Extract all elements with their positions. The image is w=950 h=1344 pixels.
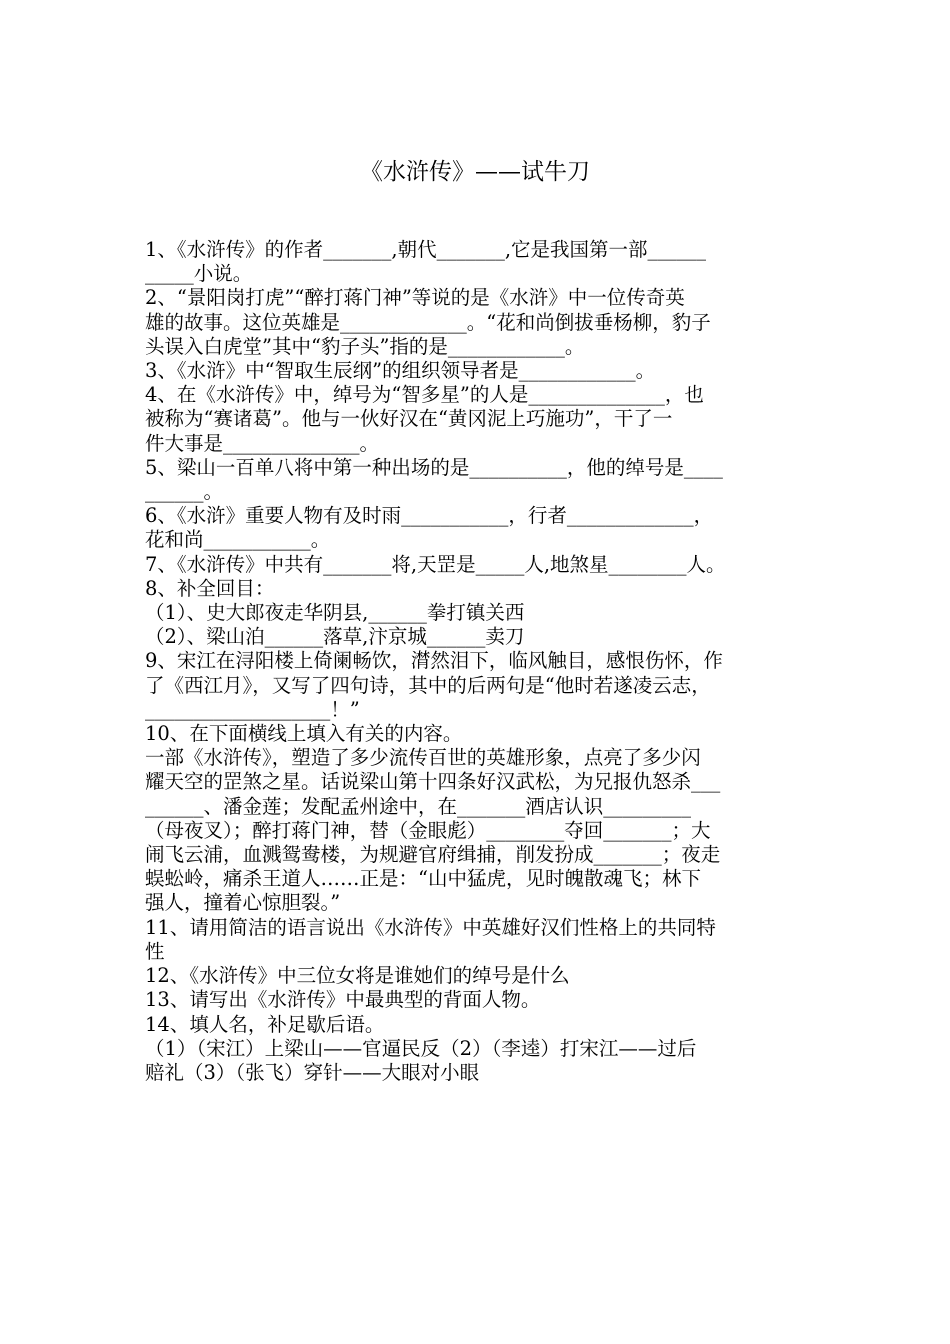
text-line: 耀天空的罡煞之星。话说梁山第十四条好汉武松，为兄报仇怒杀___ [145,770,721,794]
text-line: 1、《水浒传》的作者_______,朝代_______,它是我国第一部______ [145,238,707,261]
text-line: 强人，撞着心惊胆裂。” [145,891,341,915]
text-line: （1）、史大郎夜走华阴县,______拳打镇关西 [145,601,525,625]
text-line: 性 [145,939,165,963]
text-line: 6、《水浒》重要人物有及时雨___________，行者_____________， [145,504,714,528]
text-line: 14、填人名，补足歇后语。 [145,1012,385,1036]
page-title: 《水浒传》——试牛刀 [360,159,590,185]
text-line: （母夜叉）；醉打蒋门神，替（金眼彪）________夺回_______；大 [145,818,711,842]
question-body [145,238,805,1085]
text-line: 了《西江月》，又写了四句诗，其中的后两句是“他时若遂凌云志， [145,673,711,697]
text-line: ______、潘金莲；发配孟州途中，在_______酒店认识_________ [145,794,692,818]
text-line: 10、在下面横线上填入有关的内容。 [145,722,463,746]
text-line: （1）（宋江）上梁山——官逼民反（2）（李逵）打宋江——过后 [145,1036,697,1060]
text-line: （2）、梁山泊______落草,汴京城______卖刀 [145,625,525,649]
text-line: 12、《水浒传》中三位女将是谁她们的绰号是什么 [145,964,570,988]
text-line: 2、“景阳岗打虎”“醉打蒋门神”等说的是《水浒》中一位传奇英 [145,286,685,310]
text-line: 件大事是______________。 [145,431,380,455]
text-line: 4、在《水浒传》中，绰号为“智多星”的人是______________，也 [145,383,704,407]
text-line: ______。 [145,480,224,504]
document-page [145,150,805,1085]
text-line: 雄的故事。这位英雄是_____________。“花和尚倒拔垂杨柳，豹子 [145,310,711,334]
text-line: 7、《水浒传》中共有_______将,天罡是_____人,地煞星________人。 [145,552,726,576]
text-line: 9、宋江在浔阳楼上倚阑畅饮，潸然泪下，临风触目，感恨伤怀，作 [145,649,723,673]
text-line: 蜈蚣岭，痛杀王道人……正是：“山中猛虎，见时魄散魂飞；林下 [145,867,701,891]
text-line: 8、补全回目： [145,576,275,600]
text-line: 13、请写出《水浒传》中最典型的背面人物。 [145,988,541,1012]
text-line: _____小说。 [145,262,253,286]
text-line: 被称为“赛诸葛”。他与一伙好汉在“黄冈泥上巧施功”，干了一 [145,407,673,431]
text-line: 一部《水浒传》，塑造了多少流传百世的英雄形象，点亮了多少闪 [145,746,701,770]
text-line: 花和尚___________。 [145,528,331,552]
text-line: 11、请用简洁的语言说出《水浒传》中英雄好汉们性格上的共同特 [145,915,716,939]
text-line: 3、《水浒》中“智取生辰纲”的组织领导者是____________。 [145,359,656,383]
text-line: 头误入白虎堂”其中“豹子头”指的是____________。 [145,334,585,358]
text-line: 赔礼（3）（张飞）穿针——大眼对小眼 [145,1060,480,1084]
text-line: 闹飞云浦，血溅鸳鸯楼，为规避官府缉捕，削发扮成_______；夜走 [145,843,721,867]
text-line: 5、梁山一百单八将中第一种出场的是__________，他的绰号是____ [145,455,723,479]
text-line: ___________________！” [145,697,360,721]
